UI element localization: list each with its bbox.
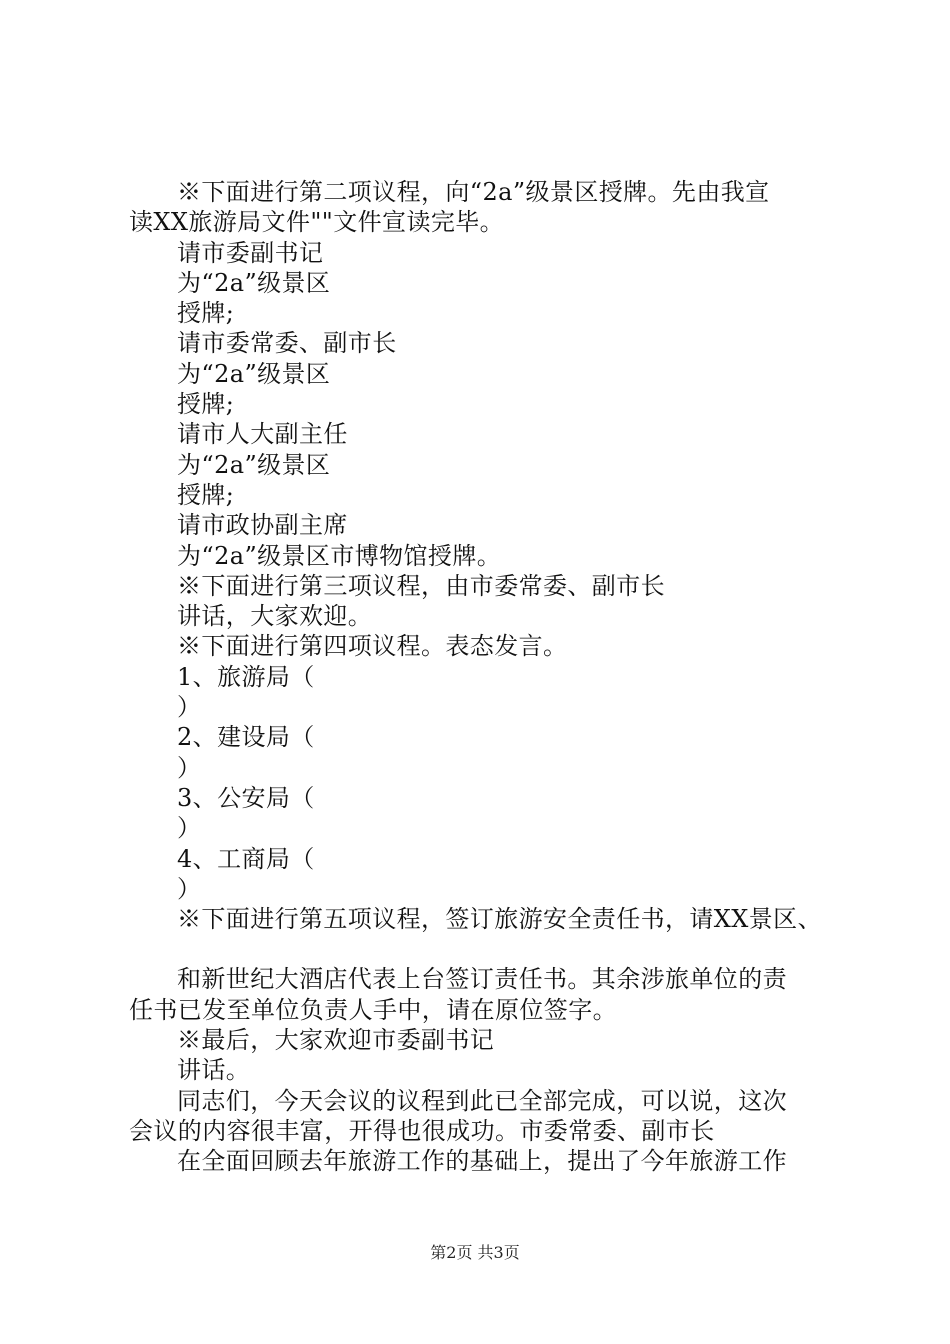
text-line: 授牌; bbox=[177, 390, 235, 419]
text-line: 讲话，大家欢迎。 bbox=[177, 602, 373, 631]
document-body bbox=[129, 177, 834, 1177]
text-line: 和新世纪大酒店代表上台签订责任书。其余涉旅单位的责 bbox=[177, 965, 787, 994]
text-line: 为“2a”级景区 bbox=[177, 268, 331, 297]
text-line: ） bbox=[177, 693, 202, 722]
text-line: 讲话。 bbox=[177, 1056, 251, 1085]
text-line: ※最后，大家欢迎市委副书记 bbox=[177, 1026, 495, 1055]
list-item: 2、建设局（ bbox=[177, 723, 315, 752]
text-line: 授牌; bbox=[177, 480, 235, 509]
text-line: 任书已发至单位负责人手中，请在原位签字。 bbox=[129, 995, 617, 1024]
text-line: 为“2a”级景区 bbox=[177, 450, 331, 479]
page-number-footer: 第2页 共3页 bbox=[430, 1243, 520, 1262]
text-line: ※下面进行第三项议程，由市委常委、副市长 bbox=[177, 571, 665, 600]
text-line: ） bbox=[177, 753, 202, 782]
text-line: 请市政协副主席 bbox=[177, 511, 348, 540]
list-item: 3、公安局（ bbox=[177, 783, 315, 812]
paragraph-gap bbox=[129, 934, 834, 964]
text-line: ※下面进行第二项议程，向“2a”级景区授牌。先由我宣 bbox=[177, 178, 770, 206]
text-line: 为“2a”级景区 bbox=[177, 359, 331, 388]
text-line: 会议的内容很丰富，开得也很成功。市委常委、副市长 bbox=[129, 1116, 715, 1145]
text-line: 在全面回顾去年旅游工作的基础上，提出了今年旅游工作 bbox=[177, 1147, 787, 1176]
text-line: ） bbox=[177, 874, 202, 903]
text-line: ※下面进行第五项议程，签订旅游安全责任书，请XX景区、 bbox=[177, 905, 822, 934]
text-line: 读XX旅游局文件""文件宣读完毕。 bbox=[129, 208, 505, 237]
text-line: 同志们，今天会议的议程到此已全部完成，可以说，这次 bbox=[177, 1086, 787, 1115]
text-line: ※下面进行第四项议程。表态发言。 bbox=[177, 632, 568, 661]
text-line: ） bbox=[177, 814, 202, 843]
text-line: 请市人大副主任 bbox=[177, 420, 348, 449]
text-line: 为“2a”级景区市博物馆授牌。 bbox=[177, 541, 502, 570]
text-line: 请市委副书记 bbox=[177, 238, 324, 267]
text-line: 授牌; bbox=[177, 299, 235, 328]
list-item: 1、旅游局（ bbox=[177, 662, 315, 691]
list-item: 4、工商局（ bbox=[177, 844, 315, 873]
text-line: 请市委常委、副市长 bbox=[177, 329, 397, 358]
